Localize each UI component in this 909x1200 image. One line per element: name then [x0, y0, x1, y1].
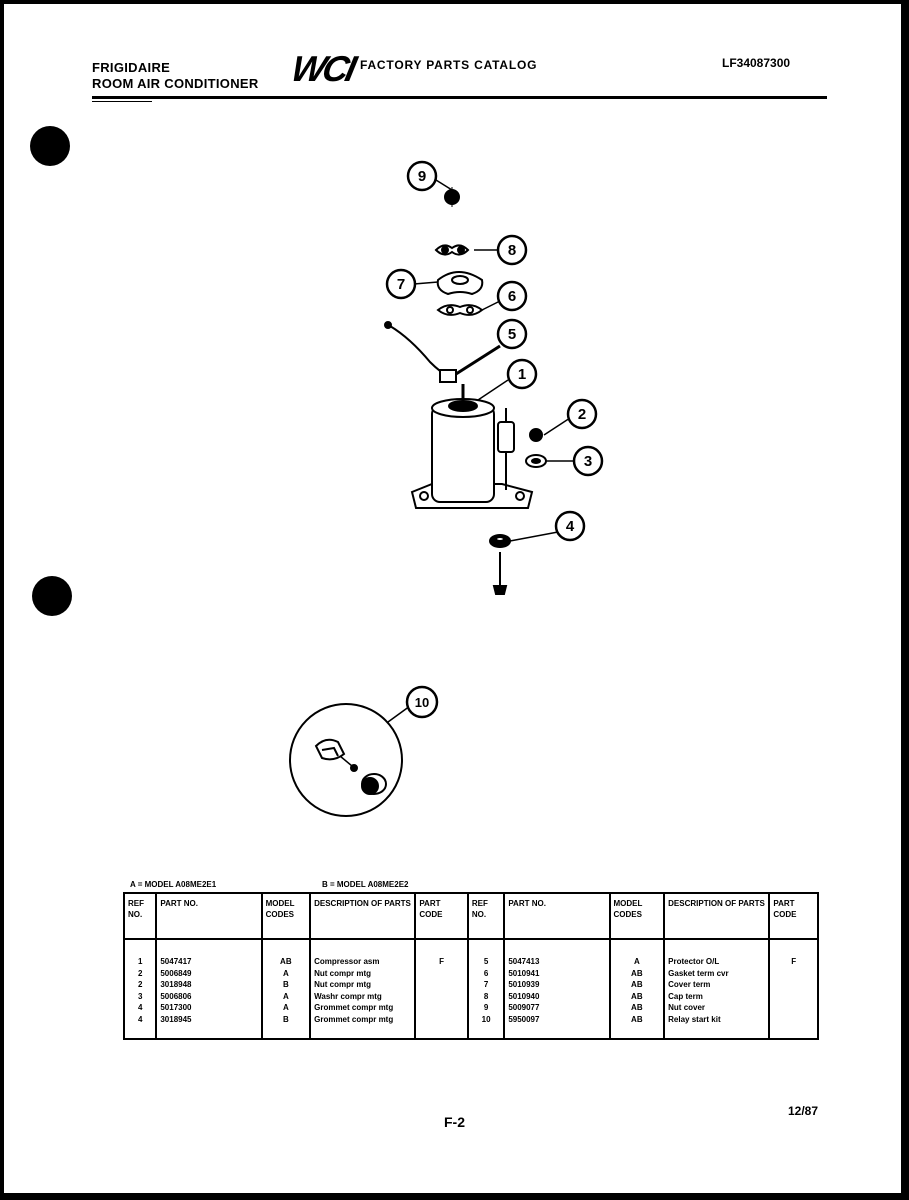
part-nut-compr-mtg [530, 429, 542, 441]
cell-ref: 10 [468, 1014, 504, 1039]
wci-logo: WCI [287, 48, 358, 89]
cell-ref: 4 [124, 1014, 156, 1039]
col-part-code-2: PART CODE [769, 893, 818, 939]
cell-model: AB [610, 968, 665, 980]
table-row [124, 968, 818, 980]
parts-table-body [124, 939, 818, 1039]
cell-code [769, 1014, 818, 1039]
cell-part: 5010941 [504, 968, 609, 980]
cell-model: A [610, 956, 665, 968]
cell-code: F [769, 956, 818, 968]
callout-3 [574, 447, 602, 475]
cell-code [415, 1002, 468, 1014]
svg-text:8: 8 [507, 242, 517, 259]
svg-text:9: 9 [417, 168, 427, 185]
parts-table [123, 892, 819, 1040]
cell-ref: 9 [468, 1002, 504, 1014]
callout-4 [556, 512, 584, 540]
cell-part: 3018948 [156, 979, 261, 991]
cell-code [415, 1014, 468, 1039]
cell-code [769, 979, 818, 991]
cell-code [415, 991, 468, 1003]
table-row [124, 956, 818, 968]
callout-10 [407, 687, 437, 717]
callout-1 [508, 360, 536, 388]
compressor-exploded-diagram [4, 4, 901, 864]
part-cap-term [436, 245, 468, 254]
cell-desc: Compressor asm [310, 956, 415, 968]
product-line: ROOM AIR CONDITIONER [92, 76, 259, 91]
svg-text:10: 10 [414, 695, 430, 710]
col-model-codes: MODEL CODES [262, 893, 311, 939]
cell-part: 5047417 [156, 956, 261, 968]
cell-part: 5006806 [156, 991, 261, 1003]
svg-text:1: 1 [517, 366, 527, 383]
cell-ref: 5 [468, 956, 504, 968]
svg-text:2: 2 [577, 406, 587, 423]
svg-text:5: 5 [507, 326, 517, 343]
callout-7 [387, 270, 415, 298]
page-number: F-2 [444, 1114, 465, 1130]
callout-8 [498, 236, 526, 264]
cell-code [415, 968, 468, 980]
cell-ref: 3 [124, 991, 156, 1003]
callout-6 [498, 282, 526, 310]
svg-text:6: 6 [507, 288, 517, 305]
cell-desc: Nut compr mtg [310, 968, 415, 980]
table-row [124, 1002, 818, 1014]
callout-9 [408, 162, 436, 190]
cell-desc: Washr compr mtg [310, 991, 415, 1003]
catalog-code: LF34087300 [722, 56, 791, 70]
callout-2 [568, 400, 596, 428]
col-ref-no-2: REF NO. [468, 893, 504, 939]
cell-desc: Gasket term cvr [664, 968, 769, 980]
cell-part: 5009077 [504, 1002, 609, 1014]
col-model-codes-2: MODEL CODES [610, 893, 665, 939]
cell-desc: Protector O/L [664, 956, 769, 968]
cell-desc: Cover term [664, 979, 769, 991]
brand-name: FRIGIDAIRE [92, 60, 171, 75]
cell-code [769, 991, 818, 1003]
part-compressor [412, 384, 532, 508]
part-relay-start-kit-detail [290, 704, 410, 816]
cell-desc: Grommet compr mtg [310, 1002, 415, 1014]
callout-5 [498, 320, 526, 348]
cell-ref: 7 [468, 979, 504, 991]
cell-code [769, 968, 818, 980]
svg-text:4: 4 [565, 518, 575, 535]
table-row [124, 1014, 818, 1039]
cell-code [769, 1002, 818, 1014]
cell-model: AB [262, 956, 311, 968]
catalog-page [4, 4, 901, 1193]
cell-desc: Relay start kit [664, 1014, 769, 1039]
col-part-code: PART CODE [415, 893, 468, 939]
cell-model: B [262, 1014, 311, 1039]
cell-ref: 8 [468, 991, 504, 1003]
cell-ref: 1 [124, 956, 156, 968]
part-protector-ol [385, 322, 500, 382]
cell-part: 3018945 [156, 1014, 261, 1039]
svg-text:3: 3 [583, 453, 593, 470]
cell-model: A [262, 991, 311, 1003]
cell-model: A [262, 1002, 311, 1014]
col-ref-no: REF NO. [124, 893, 156, 939]
cell-part: 5017300 [156, 1002, 261, 1014]
cell-part: 5006849 [156, 968, 261, 980]
col-part-no: PART NO. [156, 893, 261, 939]
cell-model: AB [610, 1002, 665, 1014]
part-washer-compr-mtg [526, 455, 546, 467]
col-description: DESCRIPTION OF PARTS [310, 893, 415, 939]
legend-model-a: A = MODEL A08ME2E1 [130, 880, 217, 889]
cell-desc: Grommet compr mtg [310, 1014, 415, 1039]
cell-desc: Nut compr mtg [310, 979, 415, 991]
cell-code [415, 979, 468, 991]
cell-model: A [262, 968, 311, 980]
cell-part: 5950097 [504, 1014, 609, 1039]
cell-part: 5047413 [504, 956, 609, 968]
part-cover-term [438, 272, 483, 294]
col-description-2: DESCRIPTION OF PARTS [664, 893, 769, 939]
cell-model: AB [610, 991, 665, 1003]
cell-desc: Cap term [664, 991, 769, 1003]
table-row [124, 979, 818, 991]
col-part-no-2: PART NO. [504, 893, 609, 939]
cell-part: 5010939 [504, 979, 609, 991]
cell-part: 5010940 [504, 991, 609, 1003]
cell-code: F [415, 956, 468, 968]
cell-model: AB [610, 979, 665, 991]
cell-model: B [262, 979, 311, 991]
cell-ref: 2 [124, 968, 156, 980]
cell-model: AB [610, 1014, 665, 1039]
part-grommet-compr-mtg [490, 535, 510, 594]
cell-desc: Nut cover [664, 1002, 769, 1014]
cell-ref: 2 [124, 979, 156, 991]
cell-ref: 6 [468, 968, 504, 980]
part-gasket-term-cvr [438, 305, 482, 315]
cell-ref: 4 [124, 1002, 156, 1014]
table-row [124, 991, 818, 1003]
catalog-title: FACTORY PARTS CATALOG [360, 58, 538, 72]
svg-text:7: 7 [396, 276, 406, 293]
catalog-date: 12/87 [788, 1104, 819, 1118]
legend-model-b: B = MODEL A08ME2E2 [322, 880, 409, 889]
